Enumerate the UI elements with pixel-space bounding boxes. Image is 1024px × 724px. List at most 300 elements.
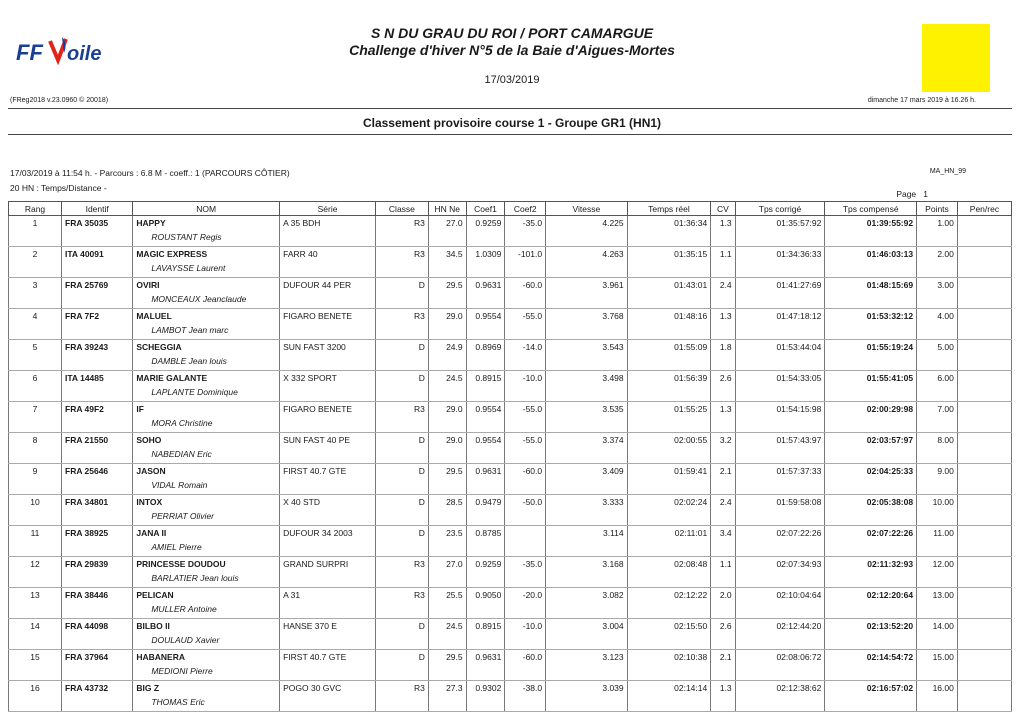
compensated-time-cell: 01:53:32:12 — [825, 309, 917, 326]
boat-name-cell: SOHO — [133, 433, 280, 450]
table-row-skipper — [9, 387, 1012, 402]
empty-cell — [711, 666, 735, 681]
empty-cell — [627, 542, 711, 557]
boat-name-cell: JASON — [133, 464, 280, 481]
coef2-cell: -10.0 — [505, 619, 546, 636]
table-row-skipper — [9, 666, 1012, 681]
empty-cell — [735, 666, 825, 681]
empty-cell — [957, 232, 1011, 247]
class-cell: D — [375, 340, 428, 357]
empty-cell — [957, 387, 1011, 402]
real-time-cell: 01:55:25 — [627, 402, 711, 419]
corrected-time-cell: 02:12:38:62 — [735, 681, 825, 698]
real-time-cell: 02:14:14 — [627, 681, 711, 698]
empty-cell — [62, 573, 133, 588]
corrected-time-cell: 01:57:43:97 — [735, 433, 825, 450]
empty-cell — [735, 387, 825, 402]
points-cell: 16.00 — [917, 681, 958, 698]
series-cell: SUN FAST 3200 — [280, 340, 376, 357]
empty-cell — [9, 325, 62, 340]
event-title: Challenge d'hiver N°5 de la Baie d'Aigues-Mortes — [349, 42, 675, 58]
empty-cell — [280, 294, 376, 309]
empty-cell — [9, 511, 62, 526]
coef1-cell: 0.8785 — [466, 526, 505, 543]
empty-cell — [735, 635, 825, 650]
class-cell: D — [375, 650, 428, 667]
speed-cell: 3.168 — [546, 557, 628, 574]
table-row — [9, 278, 1012, 295]
empty-cell — [9, 449, 62, 464]
cv-cell: 2.4 — [711, 495, 735, 512]
empty-cell — [9, 263, 62, 278]
real-time-cell: 02:02:24 — [627, 495, 711, 512]
empty-cell — [957, 449, 1011, 464]
speed-cell: 3.333 — [546, 495, 628, 512]
empty-cell — [62, 542, 133, 557]
coef2-cell: -60.0 — [505, 464, 546, 481]
real-time-cell: 01:48:16 — [627, 309, 711, 326]
empty-cell — [375, 232, 428, 247]
empty-cell — [735, 263, 825, 278]
boat-name-cell: HAPPY — [133, 216, 280, 233]
table-row — [9, 650, 1012, 667]
empty-cell — [505, 604, 546, 619]
empty-cell — [505, 635, 546, 650]
empty-cell — [917, 697, 958, 712]
svg-text:oile: oile — [67, 43, 102, 65]
rank-cell: 16 — [9, 681, 62, 698]
compensated-time-cell: 01:55:41:05 — [825, 371, 917, 388]
empty-cell — [62, 635, 133, 650]
points-cell: 4.00 — [917, 309, 958, 326]
empty-cell — [825, 325, 917, 340]
coef2-cell: -60.0 — [505, 278, 546, 295]
empty-cell — [280, 573, 376, 588]
empty-cell — [466, 356, 505, 371]
series-cell: DUFOUR 34 2003 — [280, 526, 376, 543]
empty-cell — [627, 511, 711, 526]
boat-name-cell: MARIE GALANTE — [133, 371, 280, 388]
race-info: 17/03/2019 à 11:54 h. - Parcours : 6.8 M - coeff.: 1 (PARCOURS CÔTIER) — [10, 168, 290, 178]
empty-cell — [957, 542, 1011, 557]
empty-cell — [9, 294, 62, 309]
empty-cell — [546, 356, 628, 371]
divider-bottom — [8, 134, 1012, 135]
empty-cell — [466, 325, 505, 340]
table-row-skipper — [9, 604, 1012, 619]
class-cell: R3 — [375, 681, 428, 698]
skipper-name-cell: MORA Christine — [133, 418, 280, 433]
series-cell: FARR 40 — [280, 247, 376, 264]
table-row-skipper — [9, 356, 1012, 371]
empty-cell — [505, 325, 546, 340]
empty-cell — [825, 480, 917, 495]
empty-cell — [505, 511, 546, 526]
empty-cell — [917, 542, 958, 557]
sail-number-cell: FRA 38446 — [62, 588, 133, 605]
cv-cell: 1.8 — [711, 340, 735, 357]
empty-cell — [825, 635, 917, 650]
sail-number-cell: ITA 14485 — [62, 371, 133, 388]
penalty-cell — [957, 526, 1011, 543]
penalty-cell — [957, 216, 1011, 233]
speed-cell: 3.535 — [546, 402, 628, 419]
empty-cell — [546, 387, 628, 402]
boat-name-cell: PRINCESSE DOUDOU — [133, 557, 280, 574]
table-row — [9, 557, 1012, 574]
skipper-name-cell: MULLER Antoine — [133, 604, 280, 619]
empty-cell — [428, 325, 466, 340]
empty-cell — [917, 387, 958, 402]
empty-cell — [825, 604, 917, 619]
empty-cell — [62, 356, 133, 371]
empty-cell — [957, 573, 1011, 588]
series-cell: A 35 BDH — [280, 216, 376, 233]
boat-name-cell: HABANERA — [133, 650, 280, 667]
coef1-cell: 1.0309 — [466, 247, 505, 264]
speed-cell: 3.498 — [546, 371, 628, 388]
hn-cell: 27.0 — [428, 216, 466, 233]
page-label: Page — [896, 189, 917, 199]
column-header: Points — [917, 202, 958, 216]
hn-cell: 27.3 — [428, 681, 466, 698]
boat-name-cell: JANA II — [133, 526, 280, 543]
corrected-time-cell: 01:47:18:12 — [735, 309, 825, 326]
empty-cell — [825, 666, 917, 681]
boat-name-cell: INTOX — [133, 495, 280, 512]
series-cell: SUN FAST 40 PE — [280, 433, 376, 450]
coef2-cell: -35.0 — [505, 216, 546, 233]
page-number: 1 — [923, 189, 928, 199]
points-cell: 10.00 — [917, 495, 958, 512]
empty-cell — [735, 604, 825, 619]
corrected-time-cell: 02:07:34:93 — [735, 557, 825, 574]
empty-cell — [627, 697, 711, 712]
empty-cell — [9, 418, 62, 433]
empty-cell — [627, 294, 711, 309]
table-row — [9, 433, 1012, 450]
empty-cell — [627, 449, 711, 464]
rank-cell: 14 — [9, 619, 62, 636]
empty-cell — [711, 263, 735, 278]
table-row-skipper — [9, 635, 1012, 650]
class-cell: R3 — [375, 247, 428, 264]
boat-name-cell: PELICAN — [133, 588, 280, 605]
speed-cell: 4.263 — [546, 247, 628, 264]
empty-cell — [466, 666, 505, 681]
table-row-skipper — [9, 263, 1012, 278]
sail-number-cell: FRA 43732 — [62, 681, 133, 698]
empty-cell — [917, 573, 958, 588]
divider-top — [8, 108, 1012, 109]
page-indicator — [896, 189, 928, 199]
coef1-cell: 0.9631 — [466, 650, 505, 667]
column-header: Tps corrigé — [735, 202, 825, 216]
empty-cell — [280, 356, 376, 371]
corrected-time-cell: 02:10:04:64 — [735, 588, 825, 605]
empty-cell — [280, 480, 376, 495]
empty-cell — [627, 604, 711, 619]
speed-cell: 3.123 — [546, 650, 628, 667]
speed-cell: 3.004 — [546, 619, 628, 636]
cv-cell: 1.3 — [711, 309, 735, 326]
corrected-time-cell: 02:12:44:20 — [735, 619, 825, 636]
empty-cell — [627, 573, 711, 588]
skipper-name-cell: LAVAYSSE Laurent — [133, 263, 280, 278]
empty-cell — [735, 294, 825, 309]
sail-number-cell: FRA 44098 — [62, 619, 133, 636]
corrected-time-cell: 01:34:36:33 — [735, 247, 825, 264]
points-cell: 14.00 — [917, 619, 958, 636]
empty-cell — [546, 480, 628, 495]
coef1-cell: 0.9554 — [466, 309, 505, 326]
empty-cell — [711, 635, 735, 650]
empty-cell — [917, 325, 958, 340]
class-cell: R3 — [375, 557, 428, 574]
empty-cell — [62, 232, 133, 247]
compensated-time-cell: 02:12:20:64 — [825, 588, 917, 605]
rank-cell: 1 — [9, 216, 62, 233]
rank-cell: 10 — [9, 495, 62, 512]
column-header: Identif — [62, 202, 133, 216]
empty-cell — [957, 635, 1011, 650]
empty-cell — [546, 325, 628, 340]
series-cell: DUFOUR 44 PER — [280, 278, 376, 295]
empty-cell — [375, 294, 428, 309]
skipper-name-cell: MONCEAUX Jeanclaude — [133, 294, 280, 309]
empty-cell — [546, 449, 628, 464]
empty-cell — [825, 232, 917, 247]
empty-cell — [375, 542, 428, 557]
ranking-title: Classement provisoire course 1 - Groupe GR1 (HN1) — [362, 116, 662, 130]
empty-cell — [957, 604, 1011, 619]
empty-cell — [466, 449, 505, 464]
table-row — [9, 526, 1012, 543]
empty-cell — [711, 325, 735, 340]
event-date: 17/03/2019 — [484, 74, 540, 86]
table-header — [9, 202, 1012, 216]
boat-name-cell: IF — [133, 402, 280, 419]
empty-cell — [428, 418, 466, 433]
hn-cell: 34.5 — [428, 247, 466, 264]
corrected-time-cell: 02:07:22:26 — [735, 526, 825, 543]
table-row — [9, 619, 1012, 636]
empty-cell — [917, 511, 958, 526]
empty-cell — [428, 666, 466, 681]
empty-cell — [505, 263, 546, 278]
coef1-cell: 0.8915 — [466, 371, 505, 388]
corrected-time-cell: 01:35:57:92 — [735, 216, 825, 233]
empty-cell — [917, 294, 958, 309]
empty-cell — [428, 449, 466, 464]
rank-cell: 3 — [9, 278, 62, 295]
empty-cell — [62, 325, 133, 340]
coef2-cell: -14.0 — [505, 340, 546, 357]
corrected-time-cell: 01:57:37:33 — [735, 464, 825, 481]
empty-cell — [428, 480, 466, 495]
empty-cell — [546, 232, 628, 247]
points-cell: 11.00 — [917, 526, 958, 543]
compensated-time-cell: 02:13:52:20 — [825, 619, 917, 636]
series-cell: POGO 30 GVC — [280, 681, 376, 698]
skipper-name-cell: NABEDIAN Eric — [133, 449, 280, 464]
speed-cell: 3.961 — [546, 278, 628, 295]
empty-cell — [627, 387, 711, 402]
coef1-cell: 0.9259 — [466, 557, 505, 574]
table-row — [9, 464, 1012, 481]
coef2-cell: -55.0 — [505, 309, 546, 326]
compensated-time-cell: 02:16:57:02 — [825, 681, 917, 698]
penalty-cell — [957, 247, 1011, 264]
empty-cell — [428, 387, 466, 402]
cv-cell: 2.1 — [711, 464, 735, 481]
cv-cell: 1.3 — [711, 216, 735, 233]
empty-cell — [375, 449, 428, 464]
coef1-cell: 0.9631 — [466, 278, 505, 295]
compensated-time-cell: 02:07:22:26 — [825, 526, 917, 543]
svg-text:FF: FF — [16, 40, 43, 65]
empty-cell — [280, 542, 376, 557]
real-time-cell: 02:10:38 — [627, 650, 711, 667]
class-cell: D — [375, 619, 428, 636]
column-header: Rang — [9, 202, 62, 216]
empty-cell — [735, 573, 825, 588]
empty-cell — [957, 294, 1011, 309]
sail-number-cell: FRA 37964 — [62, 650, 133, 667]
empty-cell — [375, 697, 428, 712]
sail-number-cell: FRA 38925 — [62, 526, 133, 543]
empty-cell — [825, 573, 917, 588]
boat-name-cell: BILBO II — [133, 619, 280, 636]
table-row-skipper — [9, 325, 1012, 340]
empty-cell — [711, 480, 735, 495]
empty-cell — [62, 604, 133, 619]
coef2-cell: -35.0 — [505, 557, 546, 574]
empty-cell — [711, 604, 735, 619]
column-header: Temps réel — [627, 202, 711, 216]
empty-cell — [546, 294, 628, 309]
cv-cell: 1.3 — [711, 402, 735, 419]
coef1-cell: 0.9554 — [466, 433, 505, 450]
penalty-cell — [957, 464, 1011, 481]
empty-cell — [375, 573, 428, 588]
empty-cell — [428, 232, 466, 247]
empty-cell — [505, 573, 546, 588]
empty-cell — [62, 480, 133, 495]
empty-cell — [375, 480, 428, 495]
boat-name-cell: OVIRI — [133, 278, 280, 295]
real-time-cell: 01:59:41 — [627, 464, 711, 481]
sail-number-cell: FRA 35035 — [62, 216, 133, 233]
compensated-time-cell: 02:00:29:98 — [825, 402, 917, 419]
empty-cell — [505, 449, 546, 464]
compensated-time-cell: 02:11:32:93 — [825, 557, 917, 574]
empty-cell — [825, 387, 917, 402]
empty-cell — [917, 635, 958, 650]
empty-cell — [466, 480, 505, 495]
empty-cell — [546, 635, 628, 650]
sail-number-cell: FRA 25646 — [62, 464, 133, 481]
corrected-time-cell: 02:08:06:72 — [735, 650, 825, 667]
empty-cell — [546, 542, 628, 557]
coef1-cell: 0.9259 — [466, 216, 505, 233]
empty-cell — [62, 666, 133, 681]
sail-number-cell: FRA 49F2 — [62, 402, 133, 419]
hn-cell: 29.5 — [428, 464, 466, 481]
empty-cell — [917, 604, 958, 619]
points-cell: 9.00 — [917, 464, 958, 481]
real-time-cell: 01:36:34 — [627, 216, 711, 233]
class-cell: R3 — [375, 216, 428, 233]
cv-cell: 2.0 — [711, 588, 735, 605]
empty-cell — [825, 697, 917, 712]
table-row-skipper — [9, 232, 1012, 247]
empty-cell — [735, 542, 825, 557]
empty-cell — [280, 635, 376, 650]
skipper-name-cell: LAMBOT Jean marc — [133, 325, 280, 340]
empty-cell — [735, 232, 825, 247]
points-cell: 2.00 — [917, 247, 958, 264]
speed-cell: 3.768 — [546, 309, 628, 326]
empty-cell — [428, 697, 466, 712]
table-row-skipper — [9, 573, 1012, 588]
series-cell: FIGARO BENETE — [280, 309, 376, 326]
points-cell: 8.00 — [917, 433, 958, 450]
empty-cell — [9, 356, 62, 371]
rank-cell: 4 — [9, 309, 62, 326]
points-cell: 5.00 — [917, 340, 958, 357]
series-cell: FIRST 40.7 GTE — [280, 650, 376, 667]
compensated-time-cell: 02:04:25:33 — [825, 464, 917, 481]
column-header: NOM — [133, 202, 280, 216]
class-cell: D — [375, 433, 428, 450]
empty-cell — [505, 666, 546, 681]
coef2-cell: -50.0 — [505, 495, 546, 512]
skipper-name-cell: THOMAS Eric — [133, 697, 280, 712]
empty-cell — [505, 232, 546, 247]
empty-cell — [466, 697, 505, 712]
cv-cell: 1.3 — [711, 681, 735, 698]
table-row-skipper — [9, 449, 1012, 464]
speed-cell: 3.039 — [546, 681, 628, 698]
empty-cell — [466, 294, 505, 309]
empty-cell — [627, 480, 711, 495]
points-cell: 3.00 — [917, 278, 958, 295]
table-row — [9, 681, 1012, 698]
rating-method: 20 HN : Temps/Distance - — [10, 183, 107, 193]
points-cell: 15.00 — [917, 650, 958, 667]
penalty-cell — [957, 650, 1011, 667]
coef1-cell: 0.9631 — [466, 464, 505, 481]
table-row — [9, 495, 1012, 512]
empty-cell — [825, 511, 917, 526]
cv-cell: 1.1 — [711, 557, 735, 574]
empty-cell — [957, 480, 1011, 495]
empty-cell — [546, 263, 628, 278]
empty-cell — [957, 325, 1011, 340]
empty-cell — [375, 418, 428, 433]
column-header: Série — [280, 202, 376, 216]
table-row-skipper — [9, 294, 1012, 309]
empty-cell — [505, 387, 546, 402]
empty-cell — [735, 480, 825, 495]
empty-cell — [9, 232, 62, 247]
empty-cell — [505, 697, 546, 712]
empty-cell — [466, 635, 505, 650]
empty-cell — [280, 263, 376, 278]
empty-cell — [957, 666, 1011, 681]
rank-cell: 2 — [9, 247, 62, 264]
